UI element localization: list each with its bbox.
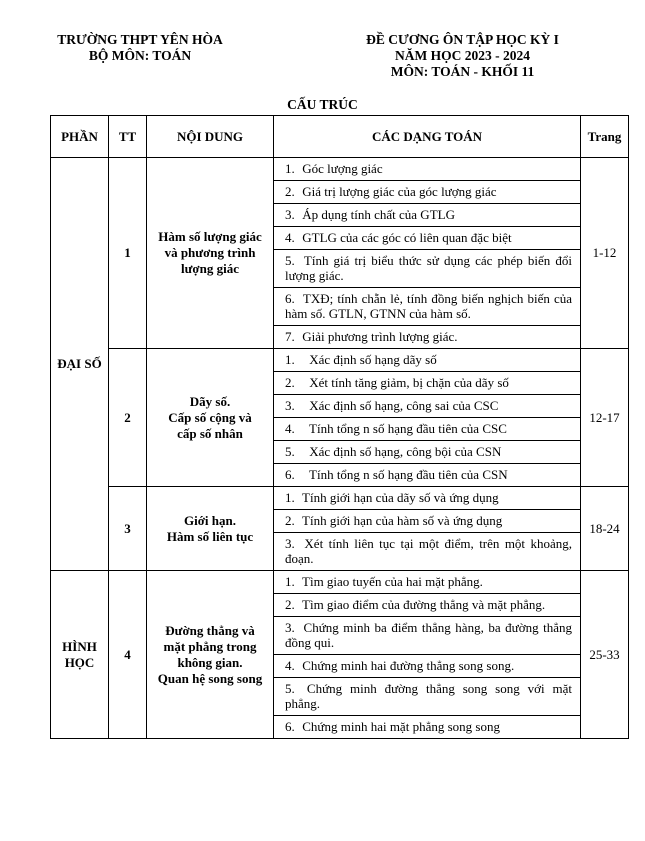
content-line: mặt phẳng trong — [163, 638, 257, 654]
content-line: Giới hạn. — [184, 512, 236, 528]
list-item: 5. Xác định số hạng, công bội của CSN — [274, 441, 580, 464]
list-item: 3. Chứng minh ba điểm thẳng hàng, ba đường thẳng đồng qui. — [274, 617, 580, 655]
column-header-tt: TT — [109, 116, 147, 158]
page-cell: 1-12 — [581, 158, 629, 349]
content-line: Hàm số liên tục — [166, 528, 254, 544]
tt-cell: 1 — [109, 158, 147, 349]
list-item: 4. Tính tổng n số hạng đầu tiên của CSC — [274, 418, 580, 441]
page-cell: 12-17 — [581, 349, 629, 487]
content-cell — [147, 487, 274, 571]
school-header — [40, 32, 240, 64]
content-line: và phương trình — [164, 245, 256, 260]
part-cell-algebra — [51, 158, 109, 571]
content-line: Đường thẳng và — [165, 622, 255, 638]
school-year: NĂM HỌC 2023 - 2024 — [395, 48, 530, 63]
list-item: 6. TXĐ; tính chẵn lẻ, tính đồng biến nghịch biến của hàm số. GTLN, GTNN của hàm số. — [274, 288, 580, 326]
document-title: ĐỀ CƯƠNG ÔN TẬP HỌC KỲ I — [366, 32, 559, 47]
list-item: 1. Tìm giao tuyến của hai mặt phẳng. — [274, 571, 580, 594]
list-item: 3. Áp dụng tính chất của GTLG — [274, 204, 580, 227]
list-item: 1. Góc lượng giác — [274, 158, 580, 181]
list-item: 3. Xác định số hạng, công sai của CSC — [274, 395, 580, 418]
column-header-page: Trang — [581, 116, 629, 158]
list-item: 3. Xét tính liên tục tại một điểm, trên một khoảng, đoạn. — [285, 536, 572, 566]
table-row — [51, 158, 629, 349]
structure-table — [50, 115, 629, 739]
list-item: 1. Xác định số hạng dãy số — [274, 349, 580, 372]
content-line: Dãy số. — [189, 393, 231, 409]
table-row — [51, 571, 629, 739]
list-item: 6. Tính tổng n số hạng đầu tiên của CSN — [285, 467, 508, 482]
types-cell — [274, 158, 581, 349]
content-line: không gian. — [177, 654, 243, 670]
part-label-line: HÌNH — [62, 638, 97, 654]
list-item: 2. Giá trị lượng giác của góc lượng giác — [274, 181, 580, 204]
content-line: Quan hệ song song — [157, 670, 263, 686]
department-name: BỘ MÔN: TOÁN — [88, 48, 192, 63]
list-item: 2. Xét tính tăng giảm, bị chặn của dãy số — [274, 372, 580, 395]
content-cell — [147, 571, 274, 739]
content-line: lượng giác — [181, 261, 239, 276]
table-header-row — [51, 116, 629, 158]
list-item: 4. Chứng minh hai đường thẳng song song. — [274, 655, 580, 678]
tt-cell: 2 — [109, 349, 147, 487]
types-cell — [274, 487, 581, 571]
list-item: 1. Tính giới hạn của dãy số và ứng dụng — [274, 487, 580, 510]
section-title: CẤU TRÚC — [287, 97, 358, 112]
types-cell — [274, 571, 581, 739]
table-row — [51, 349, 629, 487]
part-label-line: HỌC — [64, 654, 95, 670]
list-item: 6. Chứng minh hai mặt phẳng song song — [285, 719, 500, 734]
column-header-part: PHẦN — [51, 116, 109, 158]
list-item: 2. Tìm giao điểm của đường thẳng và mặt phẳng. — [274, 594, 580, 617]
content-line: cấp số nhân — [177, 425, 243, 441]
column-header-types: CÁC DẠNG TOÁN — [274, 116, 581, 158]
document-header — [340, 32, 585, 80]
table-row — [51, 487, 629, 571]
tt-cell: 4 — [109, 571, 147, 739]
list-item: 5. Tính giá trị biểu thức sử dụng các phép biến đổi lượng giác. — [274, 250, 580, 288]
part-cell-geometry — [51, 571, 109, 739]
tt-cell: 3 — [109, 487, 147, 571]
page-cell: 18-24 — [581, 487, 629, 571]
list-item: 7. Giải phương trình lượng giác. — [285, 329, 458, 344]
list-item: 2. Tính giới hạn của hàm số và ứng dụng — [274, 510, 580, 533]
part-label: ĐẠI SỐ — [57, 356, 102, 371]
column-header-content: NỘI DUNG — [147, 116, 274, 158]
content-cell — [147, 349, 274, 487]
list-item: 5. Chứng minh đường thẳng song song với mặt phẳng. — [274, 678, 580, 716]
types-cell — [274, 349, 581, 487]
page-cell: 25-33 — [581, 571, 629, 739]
content-cell — [147, 158, 274, 349]
content-line: Hàm số lượng giác — [158, 229, 262, 244]
list-item: 4. GTLG của các góc có liên quan đặc biệt — [274, 227, 580, 250]
school-name: TRƯỜNG THPT YÊN HÒA — [57, 32, 223, 47]
content-line: Cấp số cộng và — [168, 409, 252, 425]
subject-grade: MÔN: TOÁN - KHỐI 11 — [390, 64, 535, 79]
